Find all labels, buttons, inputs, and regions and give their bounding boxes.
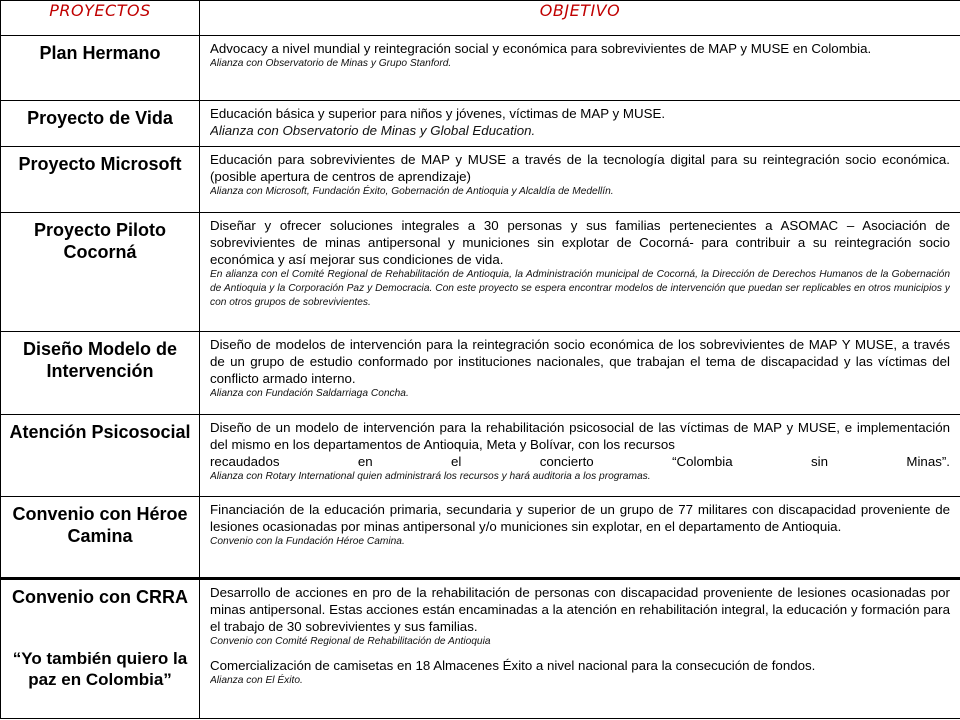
header-row (1, 1, 960, 36)
project-name: Proyecto de Vida (1, 101, 200, 147)
project-objective (200, 213, 960, 332)
table-row (1, 101, 960, 147)
objective-note: Alianza con Observatorio de Minas y Global Education. (210, 123, 536, 138)
header-projects: PROYECTOS (1, 1, 200, 36)
project-objective (200, 415, 960, 497)
spread-word: sin (811, 454, 829, 469)
objective-note: Convenio con Comité Regional de Rehabilitación de Antioquia (210, 636, 491, 647)
project-name: Diseño Modelo de Intervención (1, 332, 200, 415)
objective-note: En alianza con el Comité Regional de Rehabilitación de Antioquia, la Administración municipal de Cocorná, la Dirección de Derechos Humanos de la Gobernación de Antioquia y la Corporación Paz y Democracia. Con este proyecto se espera encontrar modelos de intervención que puedan ser replicables en otros municipios y con otros grupos de sobrevivientes. (210, 269, 950, 308)
project-name: Proyecto Microsoft (1, 147, 200, 213)
project-name-cell (1, 579, 200, 719)
objective-note: Alianza con Observatorio de Minas y Grupo Stanford. (210, 58, 452, 69)
project-objective (200, 497, 960, 579)
project-name: Convenio con CRRA (11, 587, 188, 607)
objective-text: Educación para sobrevivientes de MAP y MUSE a través de la tecnología digital para su reintegración socio económica. (posible apertura de centros de aprendizaje) (210, 152, 950, 184)
objective-text: Diseño de modelos de intervención para la reintegración socio económica de los sobrevivientes de MAP Y MUSE, a través de un grupo de estudio conformado por instituciones nacionales, que trabajan el tema de discapacidad y las víctimas del conflicto armado interno. (210, 337, 950, 386)
table-row (1, 36, 960, 101)
table-row (1, 415, 960, 497)
objective-text-secondary: Comercialización de camisetas en 18 Almacenes Éxito a nivel nacional para la consecución de fondos. (210, 658, 816, 673)
project-objective (200, 101, 960, 147)
spread-word: recaudados (210, 454, 280, 469)
objective-text: Diseñar y ofrecer soluciones integrales a 30 personas y sus familias pertenecientes a ASOMAC – Asociación de sobrevivientes de minas antipersonal y municiones sin explotar de Cocorná- para contribuir a su reintegración socio económica y así mejorar sus condiciones de vida. (210, 218, 950, 267)
header-objective: OBJETIVO (200, 1, 960, 36)
table-row (1, 497, 960, 579)
spacer (210, 649, 950, 657)
project-name: Convenio con Héroe Camina (1, 497, 200, 579)
objective-text: Financiación de la educación primaria, secundaria y superior de un grupo de 77 militares con discapacidad proveniente de lesiones ocasionadas por minas antipersonal y/o municiones sin explotar, en el departamento de Antioquia. (210, 502, 950, 534)
objective-text: Diseño de un modelo de intervención para la rehabilitación psicosocial de las víctimas de MAP y MUSE, e implementación del mismo en los departamentos de Antioquia, Meta y Bolívar, con los recursos (210, 420, 950, 452)
table-row (1, 332, 960, 415)
spread-word: el (451, 454, 462, 469)
table-row (1, 147, 960, 213)
objective-note-secondary: Alianza con El Éxito. (210, 675, 303, 686)
project-objective (200, 147, 960, 213)
objective-text: Advocacy a nivel mundial y reintegración social y económica para sobrevivientes de MAP y MUSE en Colombia. (210, 41, 872, 56)
project-name: Proyecto Piloto Cocorná (1, 213, 200, 332)
project-objective (200, 332, 960, 415)
campaign-slogan: “Yo también quiero la paz en Colombia” (12, 649, 188, 689)
objective-note: Alianza con Rotary International quien administrará los recursos y hará auditoria a los programas. (210, 471, 651, 482)
project-objective (200, 579, 960, 719)
objective-note: Alianza con Microsoft, Fundación Éxito, Gobernación de Antioquia y Alcaldía de Medellín. (210, 186, 614, 197)
objective-note: Convenio con la Fundación Héroe Camina. (210, 536, 405, 547)
spread-word: concierto (539, 454, 594, 469)
spread-word: en (357, 454, 373, 469)
objective-text-spread (210, 453, 950, 470)
table-row (1, 213, 960, 332)
spread-word: Minas”. (906, 454, 950, 469)
table-row (1, 579, 960, 719)
objective-text: Desarrollo de acciones en pro de la rehabilitación de personas con discapacidad proveniente de lesiones ocasionadas por minas antipersonal. Estas acciones están encaminadas a la atención en rehabilitación integral, la educación y formación para el trabajo de 30 sobrevivientes y sus familias. (210, 585, 950, 634)
objective-text: Educación básica y superior para niños y jóvenes, víctimas de MAP y MUSE. (210, 106, 666, 121)
spread-word: “Colombia (672, 454, 733, 469)
project-name: Plan Hermano (1, 36, 200, 101)
objective-note: Alianza con Fundación Saldarriaga Concha. (210, 388, 409, 399)
project-name: Atención Psicosocial (1, 415, 200, 497)
project-objective (200, 36, 960, 101)
